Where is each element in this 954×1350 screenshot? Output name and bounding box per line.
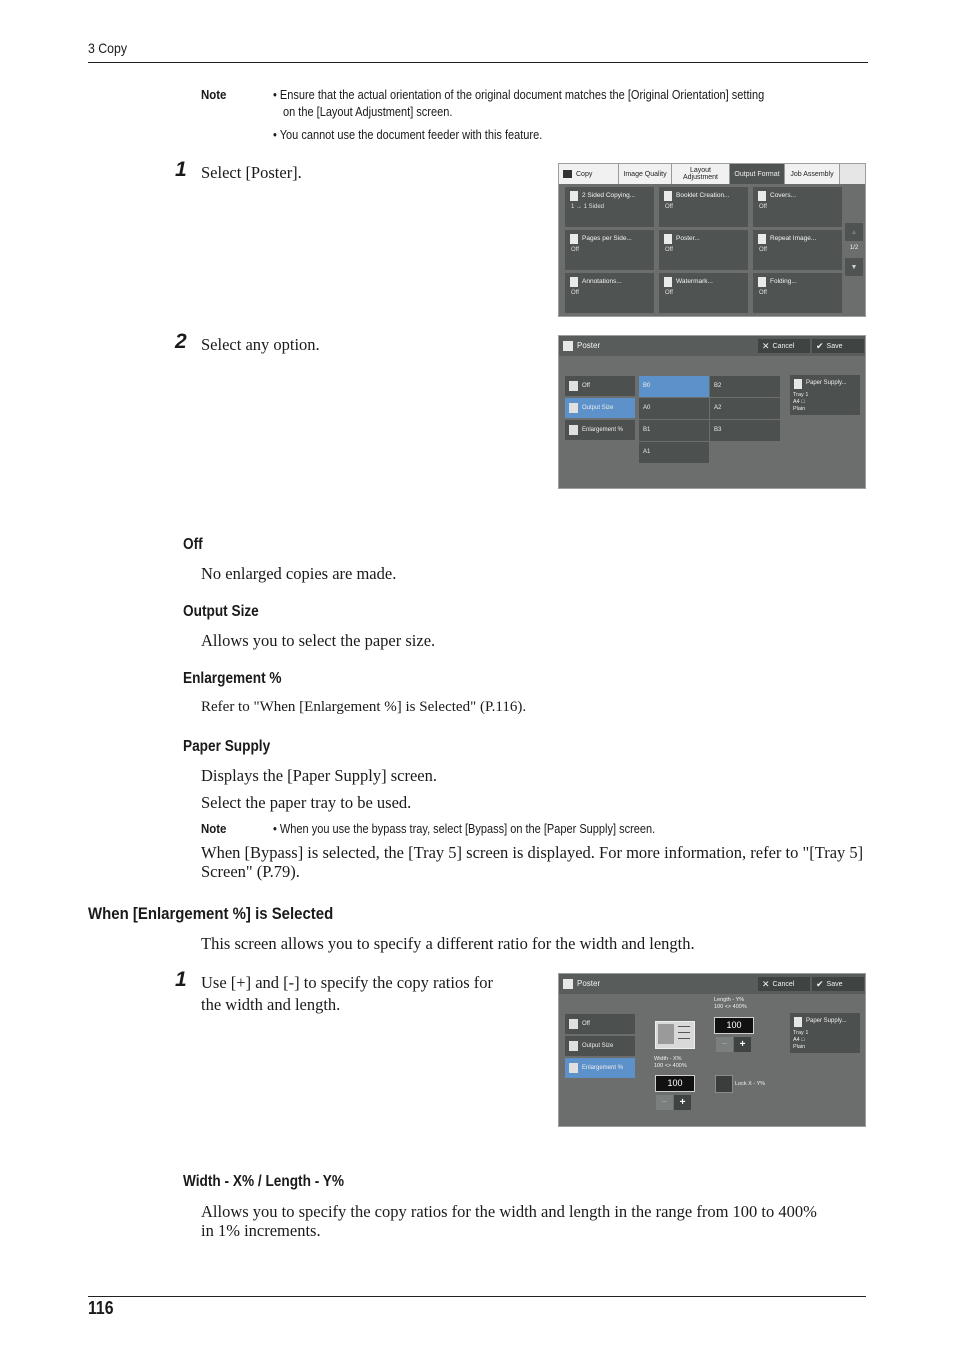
option-output-size[interactable]: Output Size <box>565 1036 635 1056</box>
def-paper-heading: Paper Supply <box>183 738 271 755</box>
def-enlargement-text: Refer to "When [Enlargement %] is Selected" (P.116). <box>201 699 527 715</box>
option-off[interactable]: Off <box>565 376 635 396</box>
def-enlargement-heading: Enlargement % <box>183 670 282 687</box>
size-option[interactable]: B1 <box>639 420 709 441</box>
section-step-number: 1 <box>175 968 187 991</box>
document-icon <box>570 191 578 201</box>
tile-booklet-creation[interactable]: Booklet Creation... Off <box>659 187 748 227</box>
step-text-2: Select any option. <box>201 335 320 354</box>
page-number: 116 <box>88 1298 114 1318</box>
bypass-text-2: Screen" (P.79). <box>201 862 300 881</box>
poster-screen <box>558 335 866 489</box>
section-intro: This screen allows you to specify a different ratio for the width and length. <box>201 934 695 953</box>
title-bar: Poster ✕ Cancel ✔ Save <box>559 974 865 994</box>
def-off-text: No enlarged copies are made. <box>201 564 397 583</box>
tile-pages-per-side[interactable]: Pages per Side... Off <box>565 230 654 270</box>
poster-icon <box>563 341 573 351</box>
width-label: Width - X% <box>654 1056 682 1062</box>
paper-tray-icon <box>794 379 802 389</box>
section-step-line-1: Use [+] and [-] to specify the copy ratios for <box>201 973 493 992</box>
width-value-field[interactable]: 100 <box>655 1075 695 1092</box>
enlargement-icon <box>569 425 578 435</box>
tile-annotations[interactable]: Annotations... Off <box>565 273 654 313</box>
option-enlargement[interactable]: Enlargement % <box>565 420 635 440</box>
def-output-heading: Output Size <box>183 603 259 620</box>
tab-image-quality[interactable]: Image Quality <box>619 164 672 184</box>
width-length-heading: Width - X% / Length - Y% <box>183 1173 345 1190</box>
output-size-icon <box>569 1041 578 1051</box>
note-bypass: • When you use the bypass tray, select [Bypass] on the [Paper Supply] screen. <box>273 822 656 836</box>
enlargement-icon <box>569 1063 578 1073</box>
note-bullet-1: • Ensure that the actual orientation of the original document matches the [Original Orientation] setting <box>273 88 765 102</box>
note-label-2: Note <box>201 821 227 836</box>
enlargement-screen <box>558 973 866 1127</box>
length-value-field[interactable]: 100 <box>714 1017 754 1034</box>
poster-preview-icon <box>655 1021 695 1049</box>
scroll-down-icon[interactable]: ▼ <box>845 258 863 276</box>
width-length-text-1: Allows you to specify the copy ratios for the width and length in the range from 100 to 400% <box>201 1202 817 1221</box>
lock-checkbox[interactable] <box>715 1075 733 1093</box>
cancel-button[interactable]: ✕ Cancel <box>758 977 810 991</box>
step-number: 1 <box>175 158 187 181</box>
paper-tray-icon <box>794 1017 802 1027</box>
note-bullet-1-cont: on the [Layout Adjustment] screen. <box>283 105 453 119</box>
note-label: Note <box>201 87 227 102</box>
watermark-icon <box>664 277 672 287</box>
covers-icon <box>758 191 766 201</box>
lock-label: Lock X - Y% <box>735 1081 766 1087</box>
size-option[interactable]: B3 <box>710 420 780 441</box>
check-icon: ✔ <box>816 978 824 989</box>
paper-supply-button[interactable]: Paper Supply... Tray 1 A4 □ Plain <box>790 1013 860 1053</box>
close-icon: ✕ <box>762 340 770 351</box>
save-button[interactable]: ✔ Save <box>812 977 864 991</box>
tab-output-format[interactable]: Output Format <box>730 164 785 184</box>
repeat-icon <box>758 234 766 244</box>
size-option[interactable]: B0 <box>639 376 709 397</box>
size-option[interactable]: A2 <box>710 398 780 419</box>
def-off-heading: Off <box>183 536 203 553</box>
booklet-icon <box>664 191 672 201</box>
tab-filler <box>840 164 865 184</box>
section-step-line-2: the width and length. <box>201 995 341 1014</box>
option-output-size[interactable]: Output Size <box>565 398 635 418</box>
running-header: 3 Copy <box>88 40 128 56</box>
tile-folding[interactable]: Folding... Off <box>753 273 842 313</box>
annotation-icon <box>570 277 578 287</box>
paper-supply-button[interactable]: Paper Supply... Tray 1 A4 □ Plain <box>790 375 860 415</box>
length-plus-button[interactable]: + <box>734 1037 751 1052</box>
bypass-text-1: When [Bypass] is selected, the [Tray 5] screen is displayed. For more information, refer to "[Tray 5] <box>201 843 864 862</box>
width-range: 100 <> 400% <box>654 1063 687 1069</box>
check-icon: ✔ <box>816 340 824 351</box>
length-minus-button[interactable]: − <box>716 1037 733 1052</box>
folding-icon <box>758 277 766 287</box>
tile-repeat-image[interactable]: Repeat Image... Off <box>753 230 842 270</box>
tile-poster[interactable]: Poster... Off <box>659 230 748 270</box>
off-icon <box>569 1019 578 1029</box>
tab-bar <box>559 164 865 184</box>
size-option[interactable]: A1 <box>639 442 709 463</box>
width-minus-button[interactable]: − <box>656 1095 673 1110</box>
width-plus-button[interactable]: + <box>674 1095 691 1110</box>
section-heading: When [Enlargement %] is Selected <box>88 904 334 923</box>
tile-covers[interactable]: Covers... Off <box>753 187 842 227</box>
tile-watermark[interactable]: Watermark... Off <box>659 273 748 313</box>
save-button[interactable]: ✔ Save <box>812 339 864 353</box>
tile-2-sided-copying[interactable]: 2 Sided Copying... 1 → 1 Sided <box>565 187 654 227</box>
footer-rule <box>88 1296 866 1297</box>
pages-icon <box>570 234 578 244</box>
def-paper-text-1: Displays the [Paper Supply] screen. <box>201 766 437 785</box>
length-label: Length - Y% <box>714 997 745 1003</box>
title-bar: Poster ✕ Cancel ✔ Save <box>559 336 865 356</box>
step-text: Select [Poster]. <box>201 163 302 182</box>
cancel-button[interactable]: ✕ Cancel <box>758 339 810 353</box>
length-range: 100 <> 400% <box>714 1004 747 1010</box>
output-size-icon <box>569 403 578 413</box>
option-off[interactable]: Off <box>565 1014 635 1034</box>
def-paper-text-2: Select the paper tray to be used. <box>201 793 412 812</box>
width-length-text-2: in 1% increments. <box>201 1221 321 1240</box>
tab-job-assembly[interactable]: Job Assembly <box>785 164 840 184</box>
close-icon: ✕ <box>762 978 770 989</box>
size-option[interactable]: B2 <box>710 376 780 397</box>
output-format-screen <box>558 163 866 317</box>
note-bullet-2: • You cannot use the document feeder with this feature. <box>273 128 543 142</box>
step-number-2: 2 <box>175 330 187 353</box>
def-output-text: Allows you to select the paper size. <box>201 631 436 650</box>
tab-layout-adjustment[interactable]: Layout Adjustment <box>672 164 730 184</box>
header-rule <box>88 62 868 63</box>
poster-icon <box>664 234 672 244</box>
option-enlargement[interactable]: Enlargement % <box>565 1058 635 1078</box>
poster-icon <box>563 979 573 989</box>
tab-copy[interactable]: Copy <box>559 164 619 184</box>
size-option[interactable]: A0 <box>639 398 709 419</box>
page-indicator: 1/2 <box>849 245 859 251</box>
off-icon <box>569 381 578 391</box>
scroll-up-icon[interactable]: ▲ <box>845 223 863 241</box>
